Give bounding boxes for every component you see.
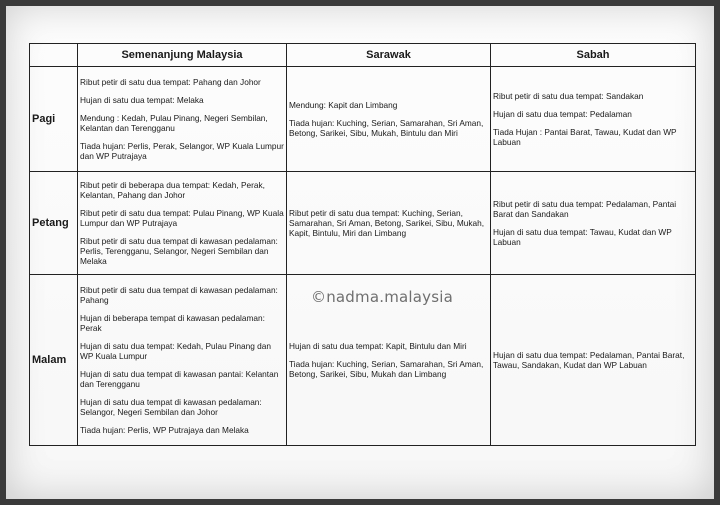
header-sarawak: Sarawak xyxy=(287,44,491,67)
forecast-line: Mendung : Kedah, Pulau Pinang, Negeri Sembilan, Kelantan dan Terengganu xyxy=(80,113,268,133)
watermark: ©nadma.malaysia xyxy=(311,288,454,306)
cell-petang-sabah xyxy=(491,172,696,275)
forecast-line: Tiada hujan: Perlis, Perak, Selangor, WP Kuala Lumpur dan WP Putrajaya xyxy=(80,141,284,161)
cell-pagi-semenanjung xyxy=(78,67,287,172)
header-sabah: Sabah xyxy=(491,44,696,67)
document-sheet xyxy=(6,6,714,499)
forecast-line: Ribut petir di satu dua tempat: Sandakan xyxy=(493,91,644,101)
header-corner xyxy=(30,44,78,67)
forecast-line: Hujan di satu dua tempat: Pedalaman, Pantai Barat, Tawau, Sandakan, Kudat dan WP Labuan xyxy=(493,350,685,370)
cell-pagi-sarawak xyxy=(287,67,491,172)
forecast-line: Ribut petir di satu dua tempat di kawasan pedalaman: Perlis, Terengganu, Selangor, Negeri Sembilan dan Melaka xyxy=(80,236,278,266)
forecast-line: Mendung: Kapit dan Limbang xyxy=(289,100,398,110)
cell-malam-sabah xyxy=(491,275,696,446)
forecast-line: Ribut petir di satu dua tempat: Pahang dan Johor xyxy=(80,77,261,87)
forecast-line: Tiada hujan: Kuching, Serian, Samarahan, Sri Aman, Betong, Sarikei, Sibu, Mukah dan Limbang xyxy=(289,359,484,379)
forecast-line: Hujan di satu dua tempat di kawasan pantai: Kelantan dan Terengganu xyxy=(80,369,279,389)
weather-forecast-table xyxy=(29,43,696,446)
row-label-pagi: Pagi xyxy=(30,67,78,172)
forecast-line: Hujan di satu dua tempat: Kapit, Bintulu dan Miri xyxy=(289,341,467,351)
cell-pagi-sabah xyxy=(491,67,696,172)
header-row xyxy=(30,44,696,67)
forecast-line: Tiada hujan: Kuching, Serian, Samarahan, Sri Aman, Betong, Sarikei, Sibu, Mukah, Bintulu dan Miri xyxy=(289,118,484,138)
forecast-line: Ribut petir di satu dua tempat di kawasan pedalaman: Pahang xyxy=(80,285,278,305)
forecast-line: Hujan di beberapa tempat di kawasan pedalaman: Perak xyxy=(80,313,265,333)
table-row xyxy=(30,172,696,275)
row-label-petang: Petang xyxy=(30,172,78,275)
forecast-line: Ribut petir di satu dua tempat: Kuching, Serian, Samarahan, Sri Aman, Betong, Sarikei, Sibu, Mukah, Kapit, Bintulu, Miri dan Limbang xyxy=(289,208,485,238)
forecast-line: Hujan di satu dua tempat: Melaka xyxy=(80,95,204,105)
cell-petang-semenanjung xyxy=(78,172,287,275)
table-row xyxy=(30,67,696,172)
cell-malam-semenanjung xyxy=(78,275,287,446)
forecast-line: Ribut petir di satu dua tempat: Pedalaman, Pantai Barat dan Sandakan xyxy=(493,199,677,219)
forecast-line: Tiada Hujan : Pantai Barat, Tawau, Kudat dan WP Labuan xyxy=(493,127,677,147)
row-label-malam: Malam xyxy=(30,275,78,446)
cell-petang-sarawak xyxy=(287,172,491,275)
forecast-line: Hujan di satu dua tempat: Pedalaman xyxy=(493,109,632,119)
forecast-line: Hujan di satu dua tempat: Tawau, Kudat dan WP Labuan xyxy=(493,227,672,247)
forecast-line: Ribut petir di beberapa dua tempat: Kedah, Perak, Kelantan, Pahang dan Johor xyxy=(80,180,265,200)
forecast-line: Hujan di satu dua tempat di kawasan pedalaman: Selangor, Negeri Sembilan dan Johor xyxy=(80,397,262,417)
forecast-line: Ribut petir di satu dua tempat: Pulau Pinang, WP Kuala Lumpur dan WP Putrajaya xyxy=(80,208,284,228)
header-semenanjung: Semenanjung Malaysia xyxy=(78,44,287,67)
forecast-line: Tiada hujan: Perlis, WP Putrajaya dan Melaka xyxy=(80,425,249,435)
forecast-line: Hujan di satu dua tempat: Kedah, Pulau Pinang dan WP Kuala Lumpur xyxy=(80,341,271,361)
